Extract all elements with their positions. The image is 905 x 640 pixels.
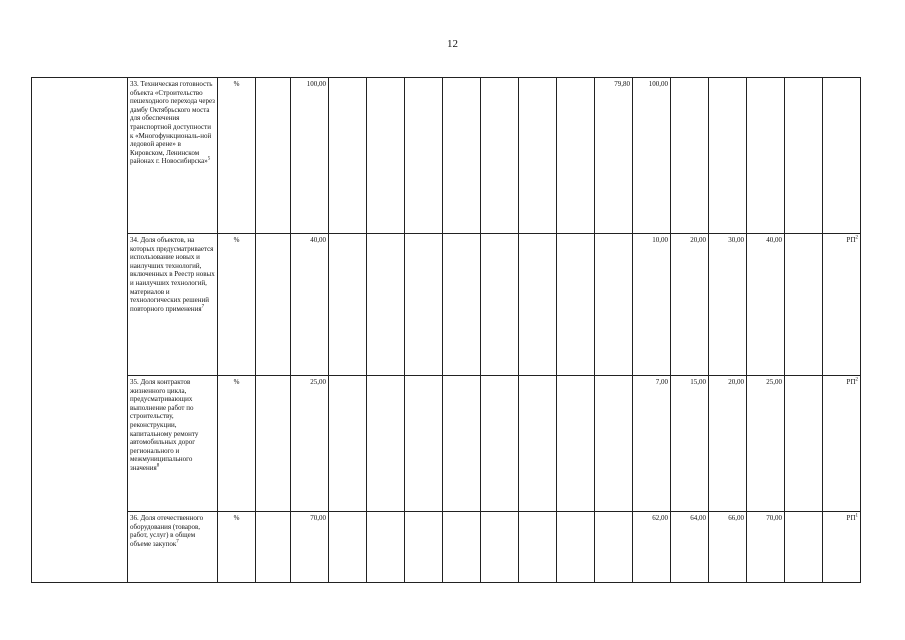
indicator-name: 33. Техническая готовность объекта «Строительство пешеходного перехода через дамбу Октябрьского моста для обеспечения транспортной доступности к «Многофункциональ-ной ледовой арене» в Кировском, Ленинском районах г. Новосибирска»$^5$ [128,78,218,234]
year-value-9: 100,00 [633,78,671,234]
year-value-4 [443,78,481,234]
empty-cell [256,78,291,234]
target-value: 100,00 [291,78,329,234]
empty-left-cell [32,78,128,583]
year-value-1 [329,78,367,234]
source-cell [823,78,861,234]
year-value-5 [481,376,519,512]
year-value-1 [329,512,367,583]
indicator-name: 35. Доля контрактов жизненного цикла, предусматривающих выполнение работ по строительству, реконструкции, капитальному ремонту автомобильных дорог регионального и межмуниципального значения$^8$ [128,376,218,512]
year-value-3 [405,512,443,583]
year-value-12 [747,78,785,234]
unit-cell: % [218,234,256,376]
year-value-5 [481,234,519,376]
year-value-10: 64,00 [671,512,709,583]
year-value-10 [671,78,709,234]
target-value: 40,00 [291,234,329,376]
unit-cell: % [218,512,256,583]
table-row [32,512,891,583]
table-row [32,234,891,376]
source-cell: $РП^2$ [823,234,861,376]
year-value-7 [557,234,595,376]
year-value-3 [405,78,443,234]
year-value-2 [367,78,405,234]
year-value-8 [595,512,633,583]
year-value-4 [443,512,481,583]
source-cell: $РП^2$ [823,376,861,512]
year-value-13 [785,376,823,512]
year-value-11: 20,00 [709,376,747,512]
year-value-12: 25,00 [747,376,785,512]
year-value-12: 70,00 [747,512,785,583]
year-value-8: 79,80 [595,78,633,234]
year-value-4 [443,234,481,376]
target-value: 25,00 [291,376,329,512]
empty-cell [256,234,291,376]
year-value-2 [367,376,405,512]
empty-cell [256,512,291,583]
year-value-11: 30,00 [709,234,747,376]
year-value-9: 10,00 [633,234,671,376]
page-number: 12 [447,38,458,50]
table-row [32,376,891,512]
year-value-7 [557,376,595,512]
year-value-9: 62,00 [633,512,671,583]
unit-cell: % [218,376,256,512]
year-value-6 [519,512,557,583]
year-value-1 [329,234,367,376]
indicator-table [31,77,891,583]
year-value-11: 66,00 [709,512,747,583]
year-value-2 [367,234,405,376]
indicator-name: 34. Доля объектов, на которых предусматривается использование новых и наилучших технологий, включенных в Реестр новых и наилучших технологий, материалов и технологических решений повторного применения$^7$ [128,234,218,376]
year-value-6 [519,234,557,376]
year-value-11 [709,78,747,234]
year-value-7 [557,512,595,583]
year-value-8 [595,234,633,376]
year-value-4 [443,376,481,512]
year-value-13 [785,78,823,234]
year-value-3 [405,376,443,512]
empty-cell [256,376,291,512]
year-value-9: 7,00 [633,376,671,512]
table-row [32,78,891,234]
year-value-6 [519,78,557,234]
year-value-13 [785,512,823,583]
year-value-6 [519,376,557,512]
year-value-5 [481,512,519,583]
year-value-12: 40,00 [747,234,785,376]
year-value-2 [367,512,405,583]
year-value-8 [595,376,633,512]
indicator-name: 36. Доля отечественного оборудования (товаров, работ, услуг) в общем объеме закупок$^7$ [128,512,218,583]
year-value-3 [405,234,443,376]
source-cell: $РП^1$ [823,512,861,583]
year-value-10: 15,00 [671,376,709,512]
year-value-5 [481,78,519,234]
year-value-1 [329,376,367,512]
year-value-13 [785,234,823,376]
target-value: 70,00 [291,512,329,583]
year-value-7 [557,78,595,234]
unit-cell: % [218,78,256,234]
year-value-10: 20,00 [671,234,709,376]
